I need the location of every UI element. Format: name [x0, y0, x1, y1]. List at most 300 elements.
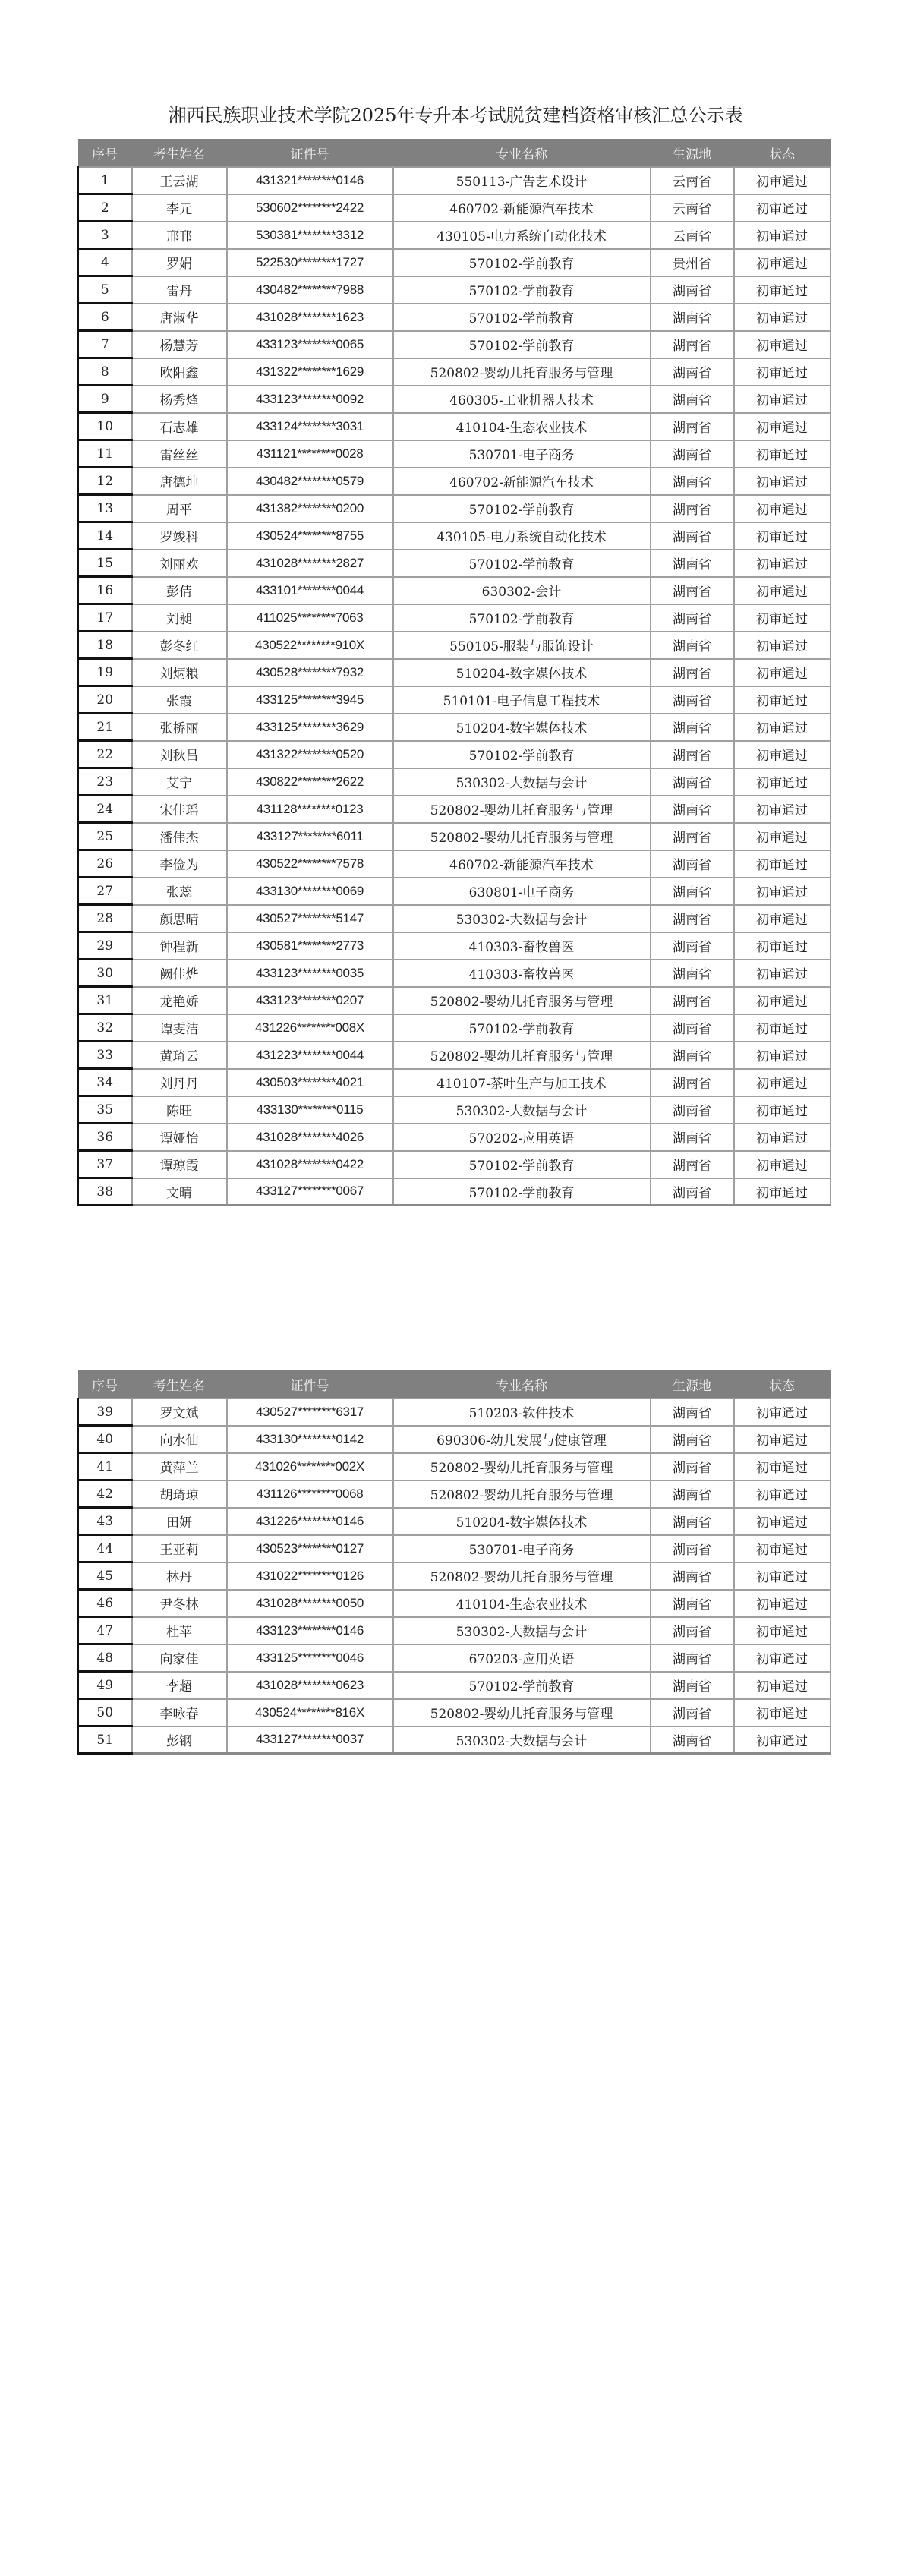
cell-seq: 22 [78, 741, 132, 768]
cell-id-number: 430482********0579 [227, 468, 393, 495]
table-row [78, 167, 831, 194]
cell-id-number: 430527********6317 [227, 1398, 393, 1426]
table-row [78, 1535, 831, 1562]
table-row [78, 1151, 831, 1178]
cell-major: 520802-婴幼儿托育服务与管理 [393, 1480, 651, 1508]
cell-name: 彭倩 [132, 577, 227, 604]
cell-id-number: 433123********0207 [227, 987, 393, 1014]
cell-name: 尹冬林 [132, 1590, 227, 1617]
cell-major: 520802-婴幼儿托育服务与管理 [393, 823, 651, 850]
cell-major: 570102-学前教育 [393, 1178, 651, 1206]
cell-id-number: 430522********910X [227, 632, 393, 659]
cell-name: 罗文斌 [132, 1398, 227, 1426]
cell-origin: 湖南省 [651, 577, 734, 604]
cell-seq: 7 [78, 331, 132, 358]
table-row [78, 1590, 831, 1617]
cell-name: 彭钢 [132, 1726, 227, 1754]
cell-status: 初审通过 [734, 550, 831, 577]
cell-name: 文晴 [132, 1178, 227, 1206]
cell-status: 初审通过 [734, 905, 831, 932]
table-row [78, 960, 831, 987]
cell-seq: 26 [78, 850, 132, 878]
cell-seq: 44 [78, 1535, 132, 1562]
header-id: 证件号 [227, 139, 393, 167]
table-row [78, 1562, 831, 1590]
cell-major: 460305-工业机器人技术 [393, 386, 651, 413]
cell-major: 520802-婴幼儿托育服务与管理 [393, 1562, 651, 1590]
table-row [78, 1124, 831, 1151]
cell-origin: 湖南省 [651, 1535, 734, 1562]
cell-origin: 湖南省 [651, 1453, 734, 1480]
cell-status: 初审通过 [734, 960, 831, 987]
cell-status: 初审通过 [734, 1453, 831, 1480]
table-row [78, 796, 831, 823]
cell-id-number: 431322********0520 [227, 741, 393, 768]
cell-status: 初审通过 [734, 1726, 831, 1754]
cell-major: 570202-应用英语 [393, 1124, 651, 1151]
table-row [78, 686, 831, 714]
cell-status: 初审通过 [734, 1178, 831, 1206]
cell-status: 初审通过 [734, 1480, 831, 1508]
cell-id-number: 433123********0092 [227, 386, 393, 413]
cell-id-number: 433124********3031 [227, 413, 393, 440]
cell-name: 颜思晴 [132, 905, 227, 932]
cell-id-number: 433130********0069 [227, 878, 393, 905]
table-row [78, 604, 831, 632]
cell-origin: 湖南省 [651, 823, 734, 850]
cell-origin: 湖南省 [651, 386, 734, 413]
cell-status: 初审通过 [734, 1699, 831, 1726]
cell-name: 龙艳娇 [132, 987, 227, 1014]
cell-major: 530701-电子商务 [393, 1535, 651, 1562]
cell-major: 530302-大数据与会计 [393, 1617, 651, 1644]
cell-status: 初审通过 [734, 167, 831, 194]
cell-status: 初审通过 [734, 850, 831, 878]
cell-id-number: 431022********0126 [227, 1562, 393, 1590]
cell-origin: 湖南省 [651, 1178, 734, 1206]
cell-name: 罗竣科 [132, 522, 227, 550]
cell-status: 初审通过 [734, 1014, 831, 1042]
cell-seq: 21 [78, 714, 132, 741]
cell-seq: 34 [78, 1069, 132, 1096]
cell-status: 初审通过 [734, 823, 831, 850]
header-major: 专业名称 [393, 139, 651, 167]
cell-seq: 9 [78, 386, 132, 413]
cell-major: 570102-学前教育 [393, 331, 651, 358]
cell-id-number: 433130********0142 [227, 1426, 393, 1453]
cell-name: 罗娟 [132, 249, 227, 276]
cell-status: 初审通过 [734, 1535, 831, 1562]
cell-seq: 41 [78, 1453, 132, 1480]
cell-id-number: 430527********5147 [227, 905, 393, 932]
cell-id-number: 430581********2773 [227, 932, 393, 960]
cell-major: 570102-学前教育 [393, 550, 651, 577]
table-header-row [78, 1370, 831, 1398]
cell-status: 初审通过 [734, 304, 831, 331]
header-id: 证件号 [227, 1370, 393, 1398]
cell-id-number: 431226********008X [227, 1014, 393, 1042]
cell-origin: 湖南省 [651, 331, 734, 358]
cell-major: 510204-数字媒体技术 [393, 714, 651, 741]
cell-id-number: 433125********3629 [227, 714, 393, 741]
cell-name: 雷丝丝 [132, 440, 227, 468]
cell-name: 杨秀烽 [132, 386, 227, 413]
cell-name: 雷丹 [132, 276, 227, 304]
cell-name: 李咏春 [132, 1699, 227, 1726]
cell-origin: 湖南省 [651, 1590, 734, 1617]
table-row [78, 413, 831, 440]
cell-origin: 湖南省 [651, 1672, 734, 1699]
cell-status: 初审通过 [734, 1096, 831, 1124]
table-row [78, 358, 831, 386]
cell-name: 李超 [132, 1672, 227, 1699]
cell-status: 初审通过 [734, 331, 831, 358]
cell-major: 510101-电子信息工程技术 [393, 686, 651, 714]
table-body-page-1 [78, 167, 831, 1206]
cell-name: 艾宁 [132, 768, 227, 796]
cell-id-number: 433127********6011 [227, 823, 393, 850]
cell-name: 杜苹 [132, 1617, 227, 1644]
document-title: 湘西民族职业技术学院2025年专升本考试脱贫建档资格审核汇总公示表 [168, 105, 743, 126]
table-row [78, 550, 831, 577]
cell-id-number: 433125********0046 [227, 1644, 393, 1672]
cell-seq: 24 [78, 796, 132, 823]
table-row [78, 249, 831, 276]
table-row [78, 741, 831, 768]
cell-seq: 49 [78, 1672, 132, 1699]
cell-name: 黄琦云 [132, 1042, 227, 1069]
cell-id-number: 431322********1629 [227, 358, 393, 386]
cell-major: 570102-学前教育 [393, 1672, 651, 1699]
cell-id-number: 530602********2422 [227, 194, 393, 222]
cell-major: 630801-电子商务 [393, 878, 651, 905]
cell-status: 初审通过 [734, 522, 831, 550]
cell-origin: 湖南省 [651, 768, 734, 796]
cell-seq: 25 [78, 823, 132, 850]
cell-seq: 33 [78, 1042, 132, 1069]
cell-id-number: 433123********0065 [227, 331, 393, 358]
cell-id-number: 431028********0623 [227, 1672, 393, 1699]
cell-origin: 贵州省 [651, 249, 734, 276]
cell-status: 初审通过 [734, 1617, 831, 1644]
cell-major: 570102-学前教育 [393, 495, 651, 522]
cell-origin: 湖南省 [651, 932, 734, 960]
cell-id-number: 433127********0067 [227, 1178, 393, 1206]
cell-status: 初审通过 [734, 1124, 831, 1151]
cell-name: 邢邗 [132, 222, 227, 249]
cell-name: 向水仙 [132, 1426, 227, 1453]
cell-seq: 10 [78, 413, 132, 440]
cell-status: 初审通过 [734, 222, 831, 249]
cell-origin: 湖南省 [651, 905, 734, 932]
cell-name: 周平 [132, 495, 227, 522]
cell-status: 初审通过 [734, 1508, 831, 1535]
cell-id-number: 433127********0037 [227, 1726, 393, 1754]
cell-major: 430105-电力系统自动化技术 [393, 522, 651, 550]
table-row [78, 1042, 831, 1069]
cell-name: 杨慧芳 [132, 331, 227, 358]
table-row [78, 304, 831, 331]
cell-id-number: 431026********002X [227, 1453, 393, 1480]
cell-seq: 12 [78, 468, 132, 495]
cell-id-number: 530381********3312 [227, 222, 393, 249]
cell-major: 410303-畜牧兽医 [393, 932, 651, 960]
cell-id-number: 431028********1623 [227, 304, 393, 331]
cell-status: 初审通过 [734, 1069, 831, 1096]
cell-major: 520802-婴幼儿托育服务与管理 [393, 1699, 651, 1726]
cell-status: 初审通过 [734, 440, 831, 468]
table-row [78, 932, 831, 960]
table-row [78, 987, 831, 1014]
table-row [78, 1726, 831, 1754]
cell-name: 潘伟杰 [132, 823, 227, 850]
cell-name: 张蕊 [132, 878, 227, 905]
cell-major: 460702-新能源汽车技术 [393, 468, 651, 495]
cell-seq: 29 [78, 932, 132, 960]
cell-name: 李俭为 [132, 850, 227, 878]
table-row [78, 1699, 831, 1726]
table-row [78, 1398, 831, 1426]
cell-name: 刘秋吕 [132, 741, 227, 768]
cell-name: 王亚莉 [132, 1535, 227, 1562]
cell-seq: 4 [78, 249, 132, 276]
cell-status: 初审通过 [734, 768, 831, 796]
cell-seq: 42 [78, 1480, 132, 1508]
cell-seq: 35 [78, 1096, 132, 1124]
cell-name: 林丹 [132, 1562, 227, 1590]
cell-origin: 湖南省 [651, 850, 734, 878]
cell-status: 初审通过 [734, 714, 831, 741]
cell-major: 520802-婴幼儿托育服务与管理 [393, 1042, 651, 1069]
cell-origin: 湖南省 [651, 1042, 734, 1069]
cell-origin: 湖南省 [651, 1124, 734, 1151]
cell-name: 陈旺 [132, 1096, 227, 1124]
cell-major: 410303-畜牧兽医 [393, 960, 651, 987]
cell-origin: 湖南省 [651, 632, 734, 659]
table-row [78, 768, 831, 796]
roster-table-page-1 [77, 139, 831, 1206]
cell-seq: 50 [78, 1699, 132, 1726]
cell-seq: 31 [78, 987, 132, 1014]
cell-status: 初审通过 [734, 741, 831, 768]
cell-name: 张霞 [132, 686, 227, 714]
table-row [78, 1426, 831, 1453]
cell-id-number: 431226********0146 [227, 1508, 393, 1535]
header-seq: 序号 [78, 1370, 132, 1398]
cell-name: 彭冬红 [132, 632, 227, 659]
cell-seq: 36 [78, 1124, 132, 1151]
cell-seq: 38 [78, 1178, 132, 1206]
cell-seq: 14 [78, 522, 132, 550]
table-row [78, 1480, 831, 1508]
table-row [78, 1069, 831, 1096]
cell-origin: 湖南省 [651, 1014, 734, 1042]
cell-seq: 30 [78, 960, 132, 987]
cell-major: 410104-生态农业技术 [393, 1590, 651, 1617]
cell-major: 510204-数字媒体技术 [393, 659, 651, 686]
cell-seq: 3 [78, 222, 132, 249]
cell-status: 初审通过 [734, 686, 831, 714]
cell-origin: 湖南省 [651, 714, 734, 741]
cell-status: 初审通过 [734, 1562, 831, 1590]
cell-origin: 湖南省 [651, 276, 734, 304]
cell-name: 唐淑华 [132, 304, 227, 331]
cell-status: 初审通过 [734, 194, 831, 222]
cell-origin: 湖南省 [651, 440, 734, 468]
cell-seq: 19 [78, 659, 132, 686]
cell-major: 530302-大数据与会计 [393, 768, 651, 796]
cell-seq: 6 [78, 304, 132, 331]
cell-major: 530302-大数据与会计 [393, 1726, 651, 1754]
cell-origin: 湖南省 [651, 1426, 734, 1453]
cell-status: 初审通过 [734, 468, 831, 495]
cell-origin: 湖南省 [651, 960, 734, 987]
cell-status: 初审通过 [734, 1151, 831, 1178]
cell-seq: 45 [78, 1562, 132, 1590]
cell-id-number: 430523********0127 [227, 1535, 393, 1562]
cell-seq: 2 [78, 194, 132, 222]
cell-id-number: 431223********0044 [227, 1042, 393, 1069]
cell-status: 初审通过 [734, 1672, 831, 1699]
table-row [78, 1617, 831, 1644]
table-row [78, 1096, 831, 1124]
cell-origin: 湖南省 [651, 1480, 734, 1508]
cell-major: 570102-学前教育 [393, 276, 651, 304]
cell-id-number: 433130********0115 [227, 1096, 393, 1124]
cell-origin: 湖南省 [651, 1699, 734, 1726]
header-major: 专业名称 [393, 1370, 651, 1398]
table-row [78, 331, 831, 358]
header-origin: 生源地 [651, 1370, 734, 1398]
table-row [78, 1014, 831, 1042]
cell-origin: 湖南省 [651, 796, 734, 823]
cell-name: 刘丽欢 [132, 550, 227, 577]
cell-status: 初审通过 [734, 495, 831, 522]
cell-name: 宋佳瑶 [132, 796, 227, 823]
table-row [78, 823, 831, 850]
table-row [78, 878, 831, 905]
table-row [78, 276, 831, 304]
cell-status: 初审通过 [734, 878, 831, 905]
cell-id-number: 431028********2827 [227, 550, 393, 577]
cell-seq: 46 [78, 1590, 132, 1617]
cell-origin: 湖南省 [651, 604, 734, 632]
cell-id-number: 433123********0146 [227, 1617, 393, 1644]
cell-id-number: 430822********2622 [227, 768, 393, 796]
cell-name: 欧阳鑫 [132, 358, 227, 386]
cell-origin: 湖南省 [651, 878, 734, 905]
cell-origin: 湖南省 [651, 1096, 734, 1124]
cell-origin: 云南省 [651, 167, 734, 194]
cell-id-number: 431382********0200 [227, 495, 393, 522]
table-row [78, 577, 831, 604]
cell-seq: 1 [78, 167, 132, 194]
cell-major: 530302-大数据与会计 [393, 1096, 651, 1124]
cell-name: 谭琼霞 [132, 1151, 227, 1178]
cell-name: 谭雯洁 [132, 1014, 227, 1042]
cell-id-number: 431126********0068 [227, 1480, 393, 1508]
cell-major: 570102-学前教育 [393, 249, 651, 276]
cell-seq: 20 [78, 686, 132, 714]
cell-major: 520802-婴幼儿托育服务与管理 [393, 358, 651, 386]
cell-name: 胡琦琼 [132, 1480, 227, 1508]
cell-seq: 51 [78, 1726, 132, 1754]
cell-seq: 32 [78, 1014, 132, 1042]
cell-origin: 湖南省 [651, 1726, 734, 1754]
cell-origin: 湖南省 [651, 468, 734, 495]
cell-major: 690306-幼儿发展与健康管理 [393, 1426, 651, 1453]
cell-origin: 湖南省 [651, 659, 734, 686]
roster-table-page-2 [77, 1370, 831, 1755]
table-row [78, 1508, 831, 1535]
cell-major: 510203-软件技术 [393, 1398, 651, 1426]
cell-major: 570102-学前教育 [393, 1151, 651, 1178]
cell-name: 刘丹丹 [132, 1069, 227, 1096]
cell-id-number: 430522********7578 [227, 850, 393, 878]
cell-major: 530302-大数据与会计 [393, 905, 651, 932]
cell-status: 初审通过 [734, 358, 831, 386]
cell-name: 钟程新 [132, 932, 227, 960]
header-name: 考生姓名 [132, 139, 227, 167]
cell-seq: 40 [78, 1426, 132, 1453]
cell-name: 刘炳粮 [132, 659, 227, 686]
cell-seq: 28 [78, 905, 132, 932]
cell-seq: 23 [78, 768, 132, 796]
cell-origin: 湖南省 [651, 304, 734, 331]
cell-name: 唐德坤 [132, 468, 227, 495]
cell-origin: 湖南省 [651, 522, 734, 550]
cell-status: 初审通过 [734, 276, 831, 304]
cell-id-number: 431028********4026 [227, 1124, 393, 1151]
cell-major: 460702-新能源汽车技术 [393, 850, 651, 878]
cell-origin: 湖南省 [651, 987, 734, 1014]
cell-major: 630302-会计 [393, 577, 651, 604]
cell-origin: 湖南省 [651, 358, 734, 386]
cell-seq: 37 [78, 1151, 132, 1178]
cell-origin: 湖南省 [651, 1617, 734, 1644]
header-origin: 生源地 [651, 139, 734, 167]
table-row [78, 1453, 831, 1480]
cell-major: 550105-服装与服饰设计 [393, 632, 651, 659]
cell-major: 410107-茶叶生产与加工技术 [393, 1069, 651, 1096]
cell-seq: 43 [78, 1508, 132, 1535]
cell-id-number: 431128********0123 [227, 796, 393, 823]
table-row [78, 495, 831, 522]
cell-seq: 27 [78, 878, 132, 905]
cell-id-number: 430528********7932 [227, 659, 393, 686]
table-row [78, 850, 831, 878]
cell-id-number: 430482********7988 [227, 276, 393, 304]
cell-id-number: 431028********0422 [227, 1151, 393, 1178]
cell-major: 510204-数字媒体技术 [393, 1508, 651, 1535]
header-seq: 序号 [78, 139, 132, 167]
cell-status: 初审通过 [734, 1042, 831, 1069]
cell-id-number: 433101********0044 [227, 577, 393, 604]
cell-name: 王云湖 [132, 167, 227, 194]
cell-origin: 湖南省 [651, 1069, 734, 1096]
cell-origin: 湖南省 [651, 1644, 734, 1672]
cell-seq: 18 [78, 632, 132, 659]
cell-id-number: 411025********7063 [227, 604, 393, 632]
cell-name: 李元 [132, 194, 227, 222]
cell-id-number: 522530********1727 [227, 249, 393, 276]
cell-major: 530701-电子商务 [393, 440, 651, 468]
cell-origin: 湖南省 [651, 686, 734, 714]
cell-major: 570102-学前教育 [393, 304, 651, 331]
cell-major: 460702-新能源汽车技术 [393, 194, 651, 222]
cell-origin: 湖南省 [651, 1508, 734, 1535]
cell-major: 550113-广告艺术设计 [393, 167, 651, 194]
